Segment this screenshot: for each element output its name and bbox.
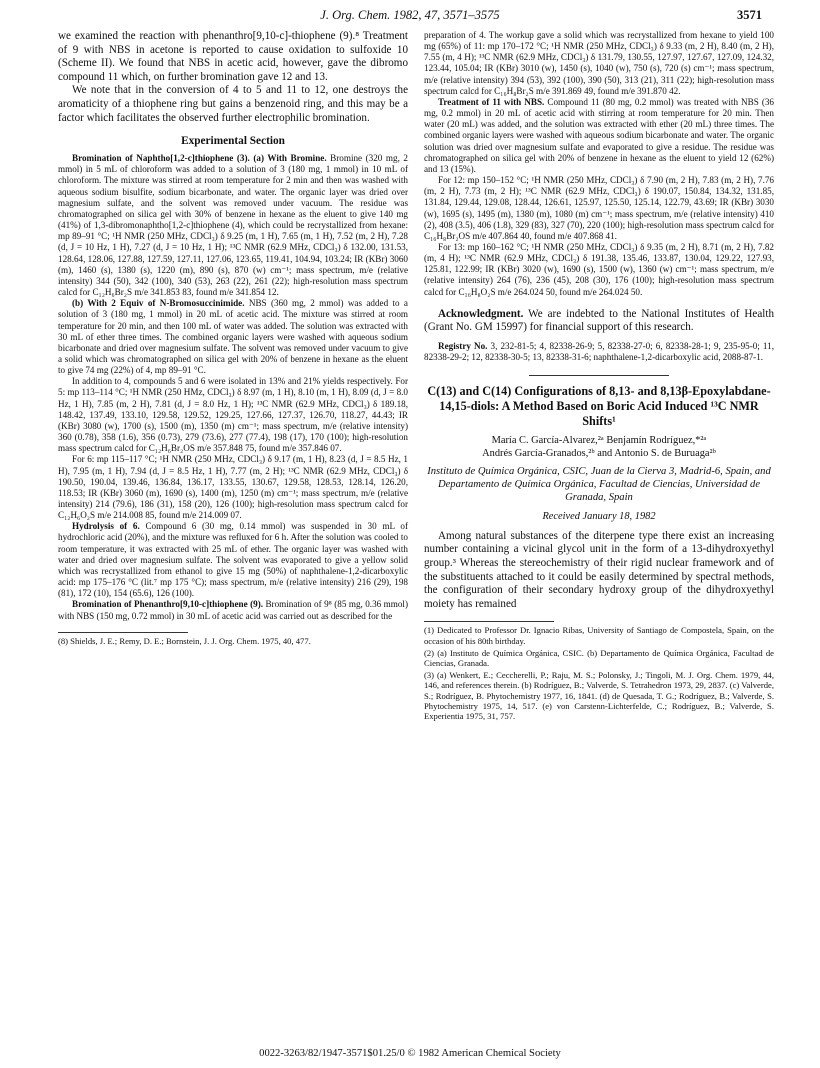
article-authors bbox=[424, 435, 774, 460]
registry-text: 3, 232-81-5; 4, 82338-26-9; 5, 82338-27-0; 6, 82338-28-1; 9, 235-95-0; 11, 82338-29-2; 12, 82338-30-5; 13, 82338-31-6; naphthalene-1,2-dicarboxylic acid, 2088-87-1. bbox=[424, 340, 774, 363]
section-heading: Experimental Section bbox=[181, 135, 285, 148]
experimental-paragraph bbox=[58, 153, 408, 298]
paragraph-lead: Bromination of Naphtho[1,2-c]thiophene (3). (a) With Bromine. bbox=[72, 153, 327, 164]
authors-line: María C. García-Alvarez,²ᵃ Benjamín Rodríguez,*²ᵃ bbox=[491, 435, 707, 447]
paragraph-lead: Hydrolysis of 6. bbox=[72, 521, 140, 532]
paragraph-text: Compound 6 (30 mg, 0.14 mmol) was suspended in 30 mL of hydrochloric acid (20%), and the mixture was refluxed for 6 h. After the solution was cooled to room temperature, it was extracted with 25 mL of ether. The organic layer was washed with water and dried over magnesium sulfate. The solvent was evaporated to give a yellow solid which was recrystallized from ethanol to give 15 mg (50%) of naphthalene-1,2-dicarboxylic acid: mp 175–176 °C (lit.⁷ mp 175 °C); mass spectrum, m/e (relative intensity) 216 (29), 198 (81), 172 (10), 154 (65.6), 126 (100). bbox=[58, 521, 408, 599]
article-title: C(13) and C(14) Configurations of 8,13- and 8,13β-Epoxylabdane-14,15-diols: A Method Based on Boric Acid Induced ¹³C NMR Shifts¹ bbox=[427, 384, 771, 429]
experimental-paragraph: In addition to 4, compounds 5 and 6 were isolated in 13% and 21% yields respectively. For 5: mp 113–114 °C; ¹H NMR (250 HMz, CDCl₃) δ 8.97 (m, 1 H), 8.10 (m, 1 H), 8.09 (d, J = 8.0 Hz, 1 H), 7.85 (m, 2 H), 7.81 (d, J = 8.0 Hz, 1 H); ¹³C NMR (62.9 MHz, CDCl₃) δ 189.18, 148.42, 137.49, 133.10, 129.58, 129.52, 129.25, 127.66, 127.37, 126.70, 118.27, 44.43; IR (KBr) 3080 (w), 1700 (s), 1500 (m), 1350 (m) cm⁻¹; mass spectrum, m/e (relative intensity) 360 (0.78), 358 (1.6), 356 (0.73), 279 (73.6), 277 (77.4), 198 (17), 170 (100); high-resolution mass spectrum calcd for C₁₂H₆Br₂OS m/e 357.848 75, found m/e 357.846 07. bbox=[58, 376, 408, 454]
paragraph-text: Bromination of 9⁸ (85 mg, 0.36 mmol) with NBS (150 mg, 0.72 mmol) in 30 mL of acetic acid was carried out as described for the bbox=[58, 599, 408, 621]
experimental-paragraph: preparation of 4. The workup gave a solid which was recrystallized from hexane to yield 100 mg (65%) of 11: mp 170–172 °C; ¹H NMR (250 MHz, CDCl₃) δ 9.33 (m, 2 H), 8.40 (m, 2 H), 7.55 (m, 4 H); ¹³C NMR (62.9 MHz, CDCl₃) δ 131.79, 130.55, 127.97, 127.67, 127.09, 124.32, 123.44, 105.04; IR (KBr) 3010 (w), 1450 (s), 1040 (w), 750 (s), 720 (s) cm⁻¹; mass spectrum, m/e (relative intensity) 394 (53), 392 (100), 390 (50), 313 (21), 311 (22); high-resolution mass spectrum calcd for C₁₆H₈Br₂S m/e 391.869 49, found m/e 391.870 42. bbox=[424, 30, 774, 96]
paragraph-text: NBS (360 mg, 2 mmol) was added to a solution of 3 (180 mg, 1 mmol) in 20 mL of acetic acid. The mixture was stirred at room temperature for 20 min, and then 100 mL of water was added. The solution was extracted with 30 mL of ether three times. The combined organic layers were washed with aqueous sodium bicarbonate and dried over magnesium sulfate. The solvent was removed under vacuum to give a solid which was chromatographed on silica gel with 20% of benzene in hexane as the eluent to give 74 mg (22%) of 4, mp 89–91 °C. bbox=[58, 298, 408, 376]
page-footer: 0022-3263/82/1947-3571$01.25/0 © 1982 American Chemical Society bbox=[259, 1048, 561, 1059]
footnote: (1) Dedicated to Professor Dr. Ignacio Ribas, University of Santiago de Compostela, Spain, on the occasion of his 80th birthday. bbox=[424, 625, 774, 646]
experimental-paragraph: For 13: mp 160–162 °C; ¹H NMR (250 MHz, CDCl₃) δ 9.35 (m, 2 H), 8.71 (m, 2 H), 7.82 (m, 4 H); ¹³C NMR (62.9 MHz, CDCl₃) δ 191.38, 135.46, 133.87, 130.04, 129.22, 127.93, 125.81, 122.99; IR (KBr) 3020 (w), 1690 (s), 1500 (w), 1360 (w) cm⁻¹; mass spectrum, m/e (relative intensity) 264 (76), 236 (45), 208 (30), 176 (100); high-resolution mass spectrum calcd for C₁₆H₈O₂S m/e 264.024 50, found m/e 264.024 50. bbox=[424, 241, 774, 297]
footnote: (2) (a) Instituto de Química Orgánica, CSIC. (b) Departamento de Química Orgánica, Facultad de Ciencias, Granada. bbox=[424, 647, 774, 668]
paragraph: we examined the reaction with phenanthro[9,10-c]-thiophene (9).⁸ Treatment of 9 with NBS in acetone is reported to cause oxidation to sulfoxide 10 (Scheme II). We found that NBS in acetic acid, however, gave the dibromo compound 11 which, on further bromination gave 12 and 13. bbox=[58, 30, 408, 83]
paragraph-text: Compound 11 (80 mg, 0.2 mmol) was treated with NBS (36 mg, 0.2 mmol) in 20 mL of acetic acid with stirring at room temperature for 20 min. Then water (20 mL) was added, and the solution was extracted with ether (20 mL) three times. The combined organic layers were washed with aqueous sodium bicarbonate and water. The organic solution was dried over magnesium sulfate and evaporated to give a residue. The residue was chromatographed on silica gel with 20% of benzene in hexane as the eluent to yield 12 (62%) and 13 (15%). bbox=[424, 96, 774, 174]
experimental-paragraph bbox=[58, 298, 408, 376]
registry-numbers bbox=[424, 341, 774, 363]
acknowledgment-lead: Acknowledgment. bbox=[438, 307, 524, 320]
right-column bbox=[424, 30, 774, 723]
experimental-paragraph bbox=[58, 521, 408, 599]
registry-lead: Registry No. bbox=[438, 340, 488, 351]
paragraph-lead: (b) With 2 Equiv of N-Bromosuccinimide. bbox=[72, 298, 245, 309]
acknowledgment bbox=[424, 308, 774, 335]
experimental-paragraph bbox=[424, 97, 774, 175]
acknowledgment-text: We are indebted to the National Institutes of Health (Grant No. GM 15997) for financial support of this research. bbox=[424, 307, 774, 334]
intro-paragraph: Among natural substances of the diterpene type there exist an increasing number containing a vicinal glycol unit in the form of a 13-dihydroxyethyl group.³ Whereas the stereochemistry of their rigid nuclear framework and of the substituents attached to it could be easily determined by spectral methods, the configuration of their secondary hydroxy group of the dihydroxyethyl moiety has remained bbox=[424, 529, 774, 610]
paragraph-lead: Treatment of 11 with NBS. bbox=[438, 96, 545, 107]
paragraph-text: Bromine (320 mg, 2 mmol) in 5 mL of chloroform was added to a solution of 3 (180 mg, 1 mmol) in 10 mL of chloroform. The mixture was stirred at room temperature for 2 min and then was washed with aqueous sodium bisulfite, sodium bicarbonate, and water. The organic layer was dried over magnesium sulfate, and the solvent was removed under vacuum. The residue was chromatographed on silica gel with 30% of benzene in hexane as the eluent to give 140 mg (41%) of 1,3-dibromonaphtho[1,2-c]thiophene (4), which could be recrystallized from hexane: mp 89–91 °C; ¹H NMR (250 MHz, CDCl₃) δ 9.25 (m, 1 H), 7.65 (m, 1 H), 7.52 (m, 2 H), 7.28 (d, J = 10 Hz, 1 H), 7.27 (d, J = 10 Hz, 1 H); ¹³C NMR (62.9 MHz, CDCl₃) δ 132.00, 131.53, 128.64, 128.06, 127.88, 127.59, 127.11, 127.06, 123.65, 119.41, 104.94, 103.24; IR (KBr) 3060 (m), 1460 (s), 1380 (s), 1220 (m), 890 (s), 870 (w) cm⁻¹; mass spectrum, m/e (relative intensity) 344 (50), 342 (100), 340 (53), 263 (22), 261 (22); high-resolution mass spectrum calcd for C₁₂H₆Br₂S m/e 341.853 83, found m/e 341.854 12. bbox=[58, 153, 408, 298]
page-number: 3571 bbox=[737, 8, 762, 22]
footnote: (8) Shields, J. E.; Remy, D. E.; Bornstein, J. J. Org. Chem. 1975, 40, 477. bbox=[58, 635, 311, 646]
journal-citation: J. Org. Chem. 1982, 47, 3571–3575 bbox=[320, 8, 500, 22]
left-column bbox=[58, 30, 408, 648]
authors-line: Andrés García-Granados,²ᵇ and Antonio S. de Buruaga²ᵇ bbox=[482, 447, 716, 459]
article-divider bbox=[529, 375, 669, 376]
experimental-paragraph bbox=[58, 599, 408, 621]
footnote: (3) (a) Wenkert, E.; Ceccherelli, P.; Raju, M. S.; Polonsky, J.; Tingoli, M. J. Org. Chem. 1979, 44, 146, and references therein. (b) Rodríguez, B.; Valverde, S. Tetrahedron 1973, 29, 2837. (c) Valverde, S.; Rodríguez, B. Phytochemistry 1977, 16, 1841. (d) de Quesada, T. G.; Rodríguez, B.; Valverde, S. Phytochemistry 1975, 14, 517. (e) von Carstenn-Lichterfelde, C.; Rodríguez, B.; Valverde, S. Experientia 1975, 31, 757. bbox=[424, 670, 774, 722]
footnote-rule bbox=[58, 632, 188, 633]
author-affiliation: Instituto de Química Orgánica, CSIC, Juan de la Cierva 3, Madrid-6, Spain, and Departamento de Química Orgánica, Facultad de Ciencias, Universidad de Granada, Spain bbox=[427, 466, 771, 504]
paragraph: We note that in the conversion of 4 to 5 and 11 to 12, one destroys the aromaticity of a thiophene ring but gains a benzenoid ring, and this may be a factor which facilitates the observed further electrophilic bromination. bbox=[58, 84, 408, 124]
footnote-rule bbox=[424, 621, 554, 622]
experimental-paragraph: For 12: mp 150–152 °C; ¹H NMR (250 MHz, CDCl₃) δ 7.90 (m, 2 H), 7.83 (m, 2 H), 7.76 (m, 2 H), 7.73 (m, 2 H); ¹³C NMR (62.9 MHz, CDCl₃) δ 190.07, 150.84, 134.32, 131.85, 131.84, 129.44, 129.08, 128.44, 126.61, 125.97, 125.50, 125.14, 122.79, 43.69; IR (KBr) 3030 (w), 1695 (s), 1495 (m), 1380 (m), 1080 (m) cm⁻¹; mass spectrum, m/e (relative intensity) 410 (2), 408 (3.5), 406 (1.8), 329 (83), 327 (70), 220 (100); high-resolution mass spectrum calcd for C₁₆H₈Br₂OS m/e 407.864 40, found m/e 407.868 41. bbox=[424, 175, 774, 241]
running-header bbox=[58, 8, 762, 24]
experimental-paragraph: For 6: mp 115–117 °C; ¹H NMR (250 MHz, CDCl₃) δ 9.17 (m, 1 H), 8.23 (d, J = 8.5 Hz, 1 H), 7.95 (m, 1 H), 7.94 (d, J = 8.5 Hz, 1 H), 7.77 (m, 2 H); ¹³C NMR (62.9 MHz, CDCl₃) δ 190.50, 190.04, 139.46, 136.84, 136.17, 133.55, 130.67, 129.58, 128.53, 128.14, 126.20, 118.53; IR (KBr) 3060 (m), 1690 (s), 1400 (m), 1250 (m) cm⁻¹; mass spectrum, m/e (relative intensity) 214 (79.6), 186 (31), 158 (20), 126 (100); high-resolution mass spectrum calcd for C₁₂H₆O₂S m/e 214.008 85, found m/e 214.009 07. bbox=[58, 454, 408, 521]
paragraph-lead: Bromination of Phenanthro[9,10-c]thiophene (9). bbox=[72, 599, 264, 610]
received-date: Received January 18, 1982 bbox=[542, 510, 656, 522]
